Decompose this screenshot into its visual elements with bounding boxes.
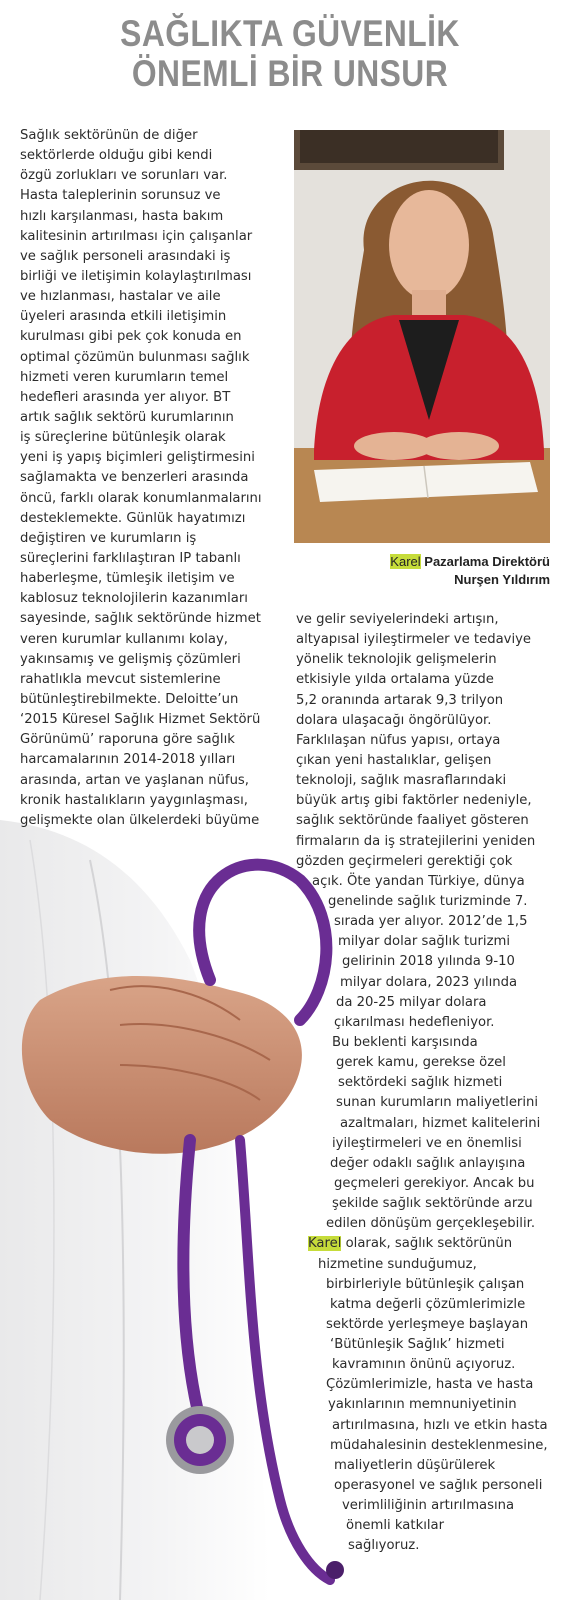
body-line: milyar dolara, 2023 yılında bbox=[340, 974, 518, 990]
body-line: kablosuz teknolojilerin kazanımları bbox=[20, 591, 248, 607]
body-line: ve gelir seviyelerindeki artışın, bbox=[296, 612, 499, 627]
body-line: açık. Öte yandan Türkiye, dünya bbox=[312, 873, 525, 889]
body-line: milyar dolar sağlık turizmi bbox=[338, 934, 510, 950]
body-line: müdahalesinin desteklenmesine, bbox=[330, 1437, 548, 1453]
body-line: ‘2015 Küresel Sağlık Hizmet Sektörü bbox=[20, 712, 261, 728]
portrait-photo bbox=[294, 130, 550, 543]
body-line: dolara ulaşacağı öngörülüyor. bbox=[296, 712, 492, 728]
body-line: Çözümlerimizle, hasta ve hasta bbox=[326, 1377, 534, 1393]
body-line: çıkan yeni hastalıklar, gelişen bbox=[296, 752, 492, 768]
body-line: iyileştirmeleri ve en önemlisi bbox=[332, 1135, 522, 1151]
body-line: rahatlıkla mevcut sistemlerine bbox=[20, 671, 221, 687]
body-line: gerek kamu, gerekse özel bbox=[336, 1055, 506, 1071]
body-line: edilen dönüşüm gerçekleşebilir. bbox=[326, 1216, 536, 1232]
body-line: sektördeki sağlık hizmeti bbox=[338, 1075, 503, 1091]
body-line: çıkarılması hedefleniyor. bbox=[334, 1014, 495, 1030]
body-line: artık sağlık sektörü kurumlarının bbox=[20, 409, 234, 425]
body-line: maliyetlerin düşürülerek bbox=[334, 1457, 496, 1473]
body-line: yönelik teknolojik gelişmelerin bbox=[296, 652, 497, 668]
body-line: kurulması gibi pek çok konuda en bbox=[20, 329, 242, 345]
body-line: geçmeleri gerekiyor. Ancak bu bbox=[334, 1175, 535, 1191]
body-line: firmaların da iş stratejilerini yeniden bbox=[296, 833, 536, 849]
body-line: ve hızlanması, hastalar ve aile bbox=[20, 289, 221, 305]
body-line: sayesinde, sağlık sektöründe hizmet bbox=[20, 611, 261, 627]
body-line: hedefleri arasında yer alıyor. BT bbox=[20, 389, 231, 405]
article-title bbox=[41, 14, 540, 94]
body-line: katma değerli çözümlerimizle bbox=[330, 1296, 526, 1312]
body-line: sektörlerde olduğu gibi kendi bbox=[20, 148, 213, 164]
body-line: bütünleştirebilmekte. Deloitte’un bbox=[20, 691, 239, 707]
body-line: sağlamakta ve benzerleri arasında bbox=[20, 470, 249, 486]
body-line: yeni iş yapış biçimleri geliştirmesini bbox=[20, 450, 255, 466]
body-line: etkisiyle yılda ortalama yüzde bbox=[296, 672, 494, 688]
body-line: ve sağlık personeli arasındaki iş bbox=[20, 248, 231, 264]
body-line: harcamalarının 2014-2018 yılları bbox=[20, 752, 236, 768]
body-line: birliği ve iletişimin kolaylaştırılması bbox=[20, 268, 252, 284]
body-line: yakınlarının memnuniyetinin bbox=[328, 1397, 517, 1413]
body-line: hizmetine sunduğumuz, bbox=[318, 1256, 477, 1272]
body-line: yakınsamış ve gelişmiş çözümleri bbox=[20, 651, 241, 667]
body-line: Bu beklenti karşısında bbox=[332, 1034, 478, 1050]
body-line: öncü, farklı olarak konumlanmalarını bbox=[20, 490, 262, 506]
body-line: büyük artış gibi faktörler nedeniyle, bbox=[296, 793, 532, 809]
body-line: optimal çözümün bulunması sağlık bbox=[20, 349, 250, 365]
body-line: altyapısal iyileştirmeler ve tedaviye bbox=[296, 632, 532, 648]
body-line: operasyonel ve sağlık personeli bbox=[334, 1478, 543, 1494]
body-line: ‘Bütünleşik Sağlık’ hizmeti bbox=[330, 1337, 505, 1353]
body-line: veren kurumlar kullanımı kolay, bbox=[20, 631, 228, 647]
body-line: arasında, artan ve yaşlanan nüfus, bbox=[20, 772, 249, 788]
body-column-left bbox=[20, 126, 262, 831]
title-line-1: SAĞLIKTA GÜVENLİK bbox=[120, 13, 460, 54]
brand-highlight: Karel bbox=[308, 1236, 342, 1252]
body-line: Hasta taleplerinin sorunsuz ve bbox=[20, 188, 221, 204]
body-line: azaltmaları, hizmet kalitelerini bbox=[340, 1115, 541, 1131]
body-line: verimliliğinin artırılmasına bbox=[342, 1498, 515, 1514]
body-line: sunan kurumların maliyetlerini bbox=[336, 1095, 539, 1111]
caption-name: Nurşen Yıldırım bbox=[454, 572, 550, 587]
body-line: kronik hastalıkların yaygınlaşması, bbox=[20, 792, 248, 808]
body-line: haberleşme, tümleşik iletişim ve bbox=[20, 571, 235, 587]
body-line: şekilde sağlık sektöründe arzu bbox=[332, 1196, 533, 1212]
title-line-2: ÖNEMLİ BİR UNSUR bbox=[131, 53, 449, 94]
body-line: kalitesinin artırılması için çalışanlar bbox=[20, 228, 253, 244]
body-line: gelişmekte olan ülkelerdeki büyüme bbox=[20, 812, 260, 828]
caption-brand: Karel bbox=[390, 554, 421, 569]
body-line: süreçlerini farklılaştıran IP tabanlı bbox=[20, 550, 241, 566]
body-line: özgü zorlukları ve sorunları var. bbox=[20, 168, 228, 184]
body-line: sırada yer alıyor. 2012’de 1,5 bbox=[334, 914, 528, 930]
body-column-right bbox=[296, 610, 548, 1557]
body-line: hizmeti veren kurumların temel bbox=[20, 369, 229, 385]
body-line: üyeleri arasında etkili iletişimin bbox=[20, 309, 227, 325]
body-line: Sağlık sektörünün de diğer bbox=[20, 128, 198, 143]
body-line: sağlıyoruz. bbox=[348, 1538, 420, 1554]
body-line: Karel olarak, sağlık sektörünün bbox=[308, 1236, 513, 1252]
body-line: Farklılaşan nüfus yapısı, ortaya bbox=[296, 732, 501, 748]
body-line: 5,2 oranında artarak 9,3 trilyon bbox=[296, 692, 504, 708]
body-line: artırılmasına, hızlı ve etkin hasta bbox=[332, 1417, 548, 1433]
caption-role: Pazarlama Direktörü bbox=[420, 554, 550, 569]
body-line: sağlık sektöründe faaliyet gösteren bbox=[296, 813, 529, 829]
body-line: değiştiren ve kurumların iş bbox=[20, 530, 197, 546]
body-line: hızlı karşılanması, hasta bakım bbox=[20, 208, 224, 224]
body-line: sektörde yerleşmeye başlayan bbox=[326, 1316, 529, 1332]
body-line: teknoloji, sağlık masraflarındaki bbox=[296, 773, 507, 789]
body-line: genelinde sağlık turizminde 7. bbox=[328, 893, 528, 909]
body-line: önemli katkılar bbox=[346, 1518, 445, 1534]
body-line: gelirinin 2018 yılında 9-10 bbox=[342, 954, 515, 970]
body-line: gözden geçirmeleri gerektiği çok bbox=[296, 853, 513, 869]
body-line: da 20-25 milyar dolara bbox=[336, 994, 487, 1010]
body-line: değer odaklı sağlık anlayışına bbox=[330, 1155, 526, 1171]
body-line: kavramının önünü açıyoruz. bbox=[332, 1357, 516, 1373]
body-line: desteklemekte. Günlük hayatımızı bbox=[20, 510, 246, 526]
photo-caption bbox=[300, 553, 550, 589]
body-line: iş süreçlerine bütünleşik olarak bbox=[20, 430, 226, 446]
body-line: Görünümü’ raporuna göre sağlık bbox=[20, 732, 235, 748]
body-line: birbirleriyle bütünleşik çalışan bbox=[326, 1276, 525, 1292]
